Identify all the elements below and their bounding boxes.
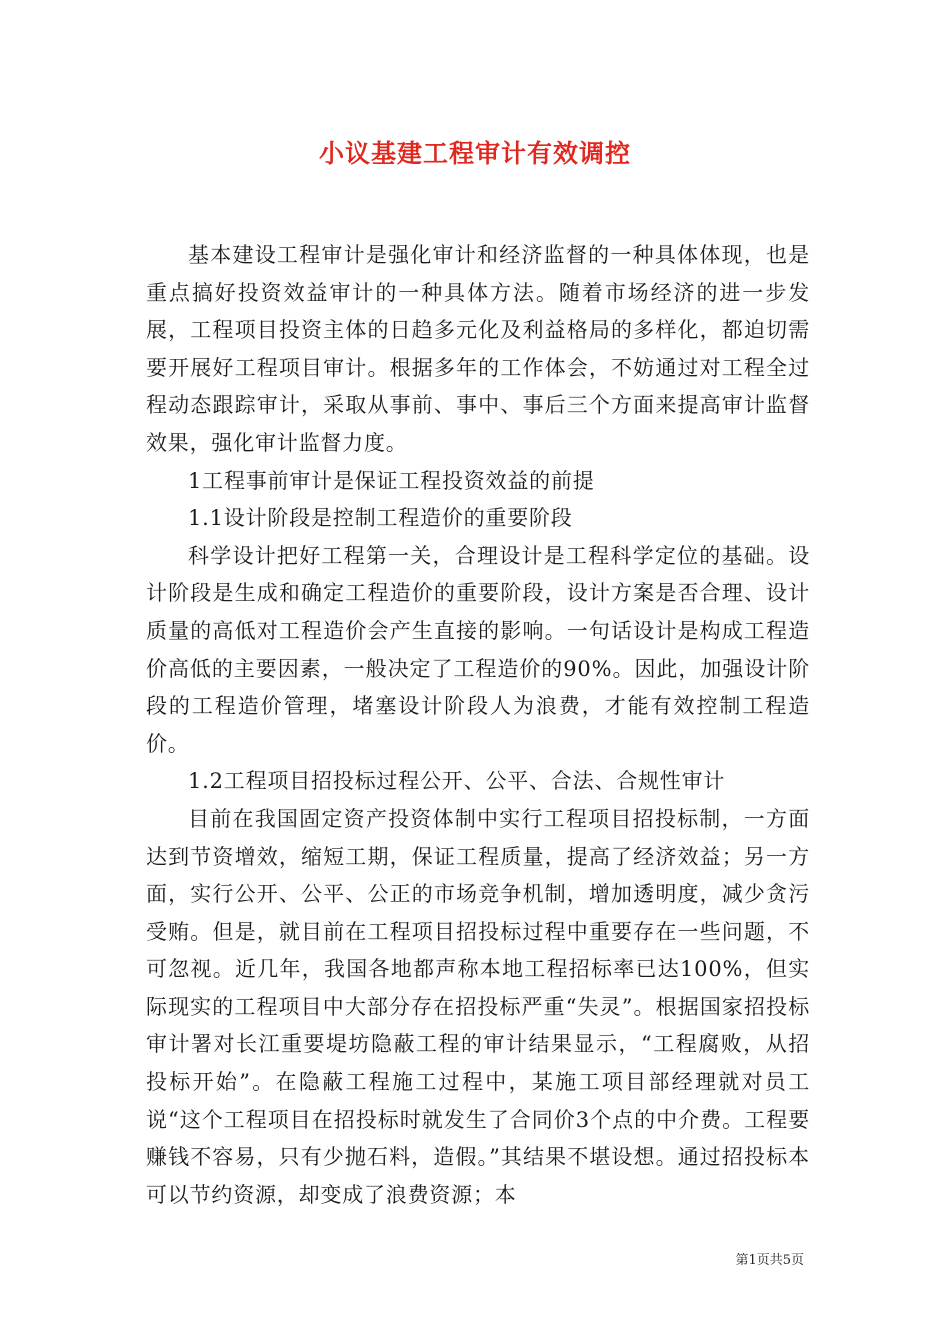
paragraph-bidding: 目前在我国固定资产投资体制中实行工程项目招投标制，一方面达到节资增效，缩短工期，保证工程质量，提高了经济效益；另一方面，实行公开、公平、公正的市场竞争机制，增加透明度，减少贪污受贿。但是，就目前在工程项目招投标过程中重要存在一些问题，不可忽视。近几年，我国各地都声称本地工程招标率已达100%，但实际现实的工程项目中大部分存在招投标严重“失灵”。根据国家招投标审计署对长江重要堤坊隐蔽工程的审计结果显示，“工程腐败，从招投标开始”。在隐蔽工程施工过程中，某施工项目部经理就对员工说“这个工程项目在招投标时就发生了合同价3个点的中介费。工程要赚钱不容易，只有少抛石料，造假。”其结果不堪设想。通过招投标本可以节约资源，却变成了浪费资源；本	[146, 806, 810, 1207]
paragraph-design-stage: 科学设计把好工程第一关，合理设计是工程科学定位的基础。设计阶段是生成和确定工程造价的重要阶段，设计方案是否合理、设计质量的高低对工程造价会产生直接的影响。一句话设计是构成工程造价高低的主要因素，一般决定了工程造价的90%。因此，加强设计阶段的工程造价管理，堵塞设计阶段人为浪费，才能有效控制工程造价。	[146, 543, 810, 756]
heading-section-1-1: 1.1设计阶段是控制工程造价的重要阶段	[188, 506, 573, 531]
heading-section-1: 1工程事前审计是保证工程投资效益的前提	[188, 468, 595, 493]
heading-section-1-2: 1.2工程项目招投标过程公开、公平、合法、合规性审计	[188, 769, 726, 794]
document-title: 小议基建工程审计有效调控	[318, 139, 631, 168]
document-body	[146, 237, 810, 1214]
paragraph-intro: 基本建设工程审计是强化审计和经济监督的一种具体体现，也是重点搞好投资效益审计的一种具体方法。随着市场经济的进一步发展，工程项目投资主体的日趋多元化及利益格局的多样化，都迫切需要开展好工程项目审计。根据多年的工作体会，不妨通过对工程全过程动态跟踪审计，采取从事前、事中、事后三个方面来提高审计监督效果，强化审计监督力度。	[146, 243, 810, 455]
page-number: 第1页共5页	[735, 1253, 804, 1268]
